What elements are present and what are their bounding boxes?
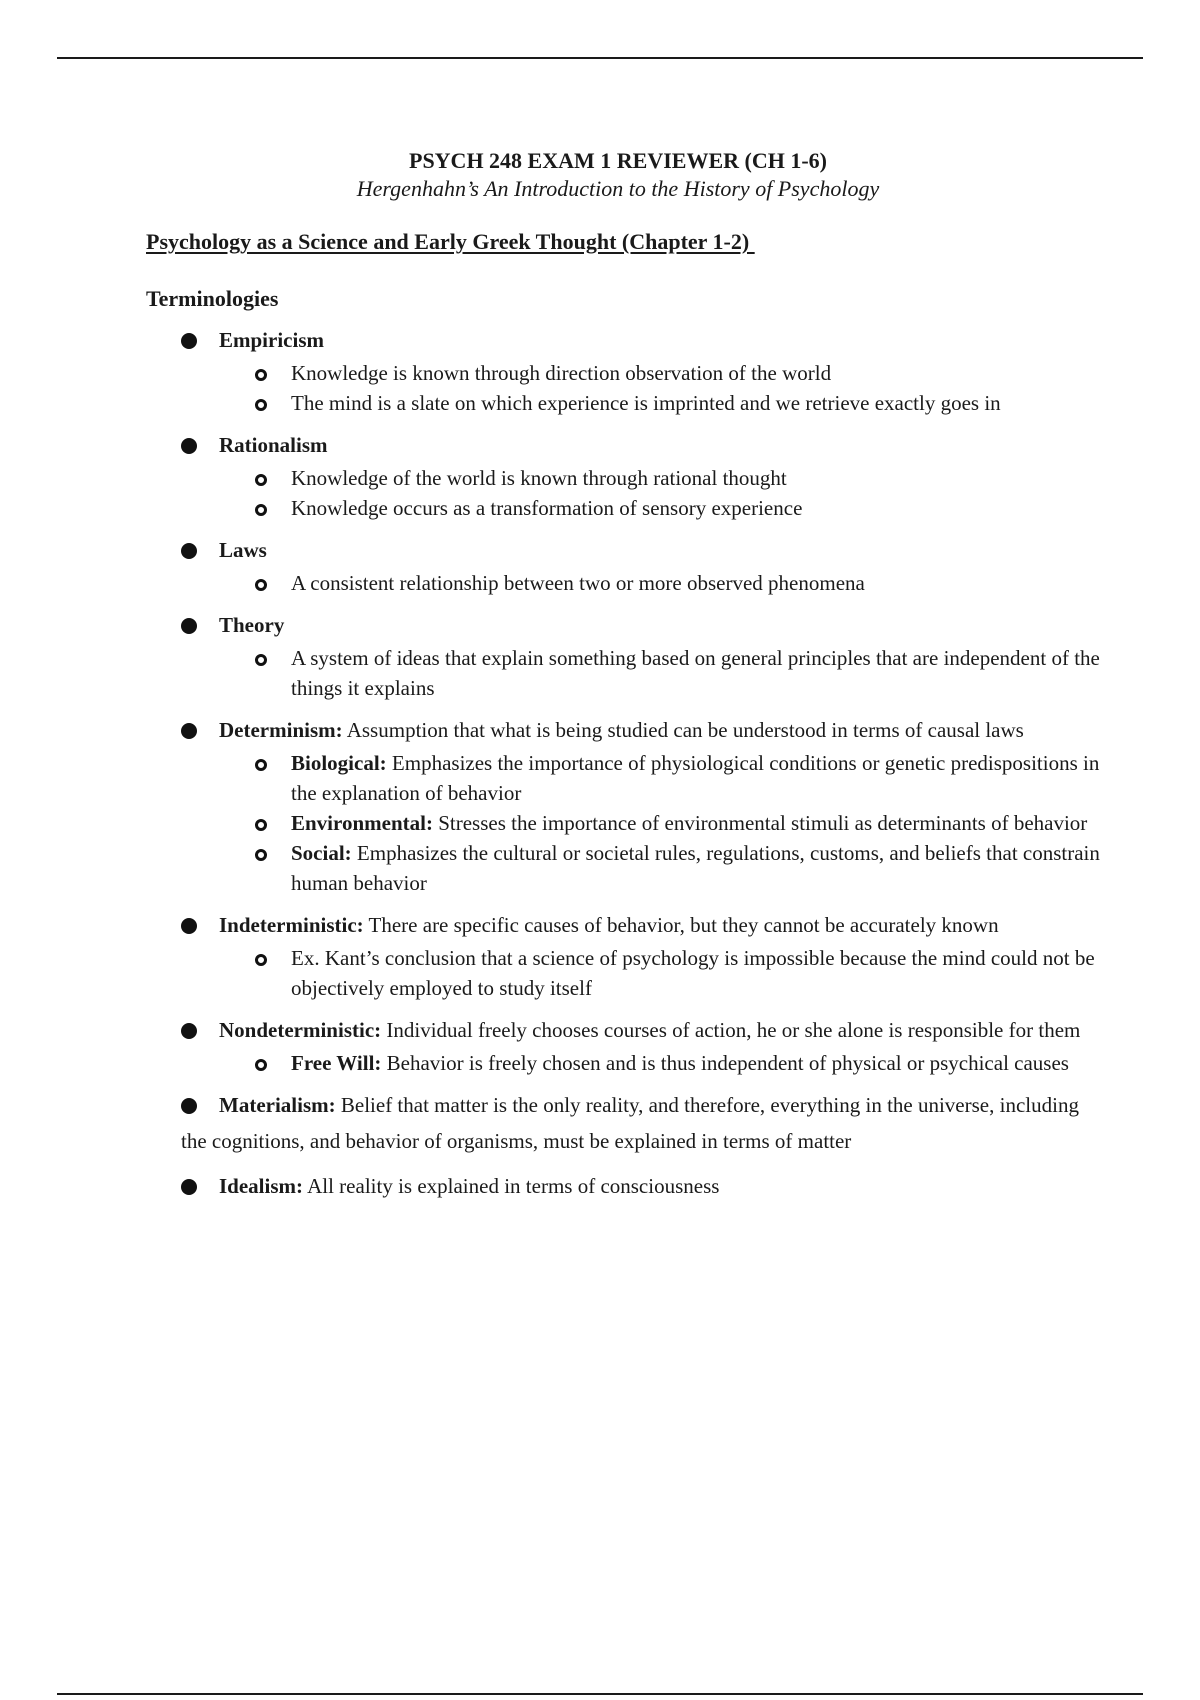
sub-list bbox=[181, 463, 1106, 523]
term-label: Theory bbox=[219, 613, 285, 637]
terminology-list bbox=[181, 322, 1106, 1213]
term-label: Laws bbox=[219, 538, 267, 562]
sub-text: Stresses the importance of environmental stimuli as determinants of behavior bbox=[438, 811, 1088, 835]
circle-bullet-icon bbox=[255, 819, 267, 831]
term-label: Materialism: bbox=[219, 1093, 336, 1117]
sub-item bbox=[219, 838, 1106, 898]
sub-text: Knowledge occurs as a transformation of sensory experience bbox=[291, 496, 803, 520]
bullet-icon bbox=[181, 543, 197, 559]
sub-text: Behavior is freely chosen and is thus independent of physical or psychical causes bbox=[386, 1051, 1069, 1075]
bullet-icon bbox=[181, 1023, 197, 1039]
term-line bbox=[181, 607, 1106, 643]
circle-bullet-icon bbox=[255, 579, 267, 591]
term-label: Determinism: bbox=[219, 718, 343, 742]
sub-text: A consistent relationship between two or more observed phenomena bbox=[291, 571, 865, 595]
sub-text: Knowledge is known through direction observation of the world bbox=[291, 361, 832, 385]
sub-item bbox=[219, 463, 1106, 493]
sub-label: Biological: bbox=[291, 751, 387, 775]
term-line bbox=[181, 532, 1106, 568]
sub-text: A system of ideas that explain something based on general principles that are independent of the things it explains bbox=[291, 646, 1100, 700]
circle-bullet-icon bbox=[255, 1059, 267, 1071]
sub-list bbox=[181, 568, 1106, 598]
term-label: Indeterministic: bbox=[219, 913, 364, 937]
term-item bbox=[181, 1087, 1106, 1159]
circle-bullet-icon bbox=[255, 474, 267, 486]
circle-bullet-icon bbox=[255, 369, 267, 381]
term-item bbox=[181, 607, 1106, 703]
circle-bullet-icon bbox=[255, 954, 267, 966]
term-line bbox=[181, 712, 1106, 748]
sub-label: Free Will: bbox=[291, 1051, 382, 1075]
term-label: Idealism: bbox=[219, 1174, 303, 1198]
term-label: Nondeterministic: bbox=[219, 1018, 382, 1042]
sub-text: Knowledge of the world is known through rational thought bbox=[291, 466, 787, 490]
sub-item bbox=[219, 358, 1106, 388]
bottom-rule bbox=[57, 1693, 1143, 1695]
term-item bbox=[181, 322, 1106, 418]
sub-item bbox=[219, 568, 1106, 598]
term-definition: There are specific causes of behavior, but they cannot be accurately known bbox=[368, 913, 999, 937]
term-item bbox=[181, 712, 1106, 898]
term-line bbox=[181, 322, 1106, 358]
bullet-icon bbox=[181, 333, 197, 349]
sub-label: Environmental: bbox=[291, 811, 433, 835]
sub-text: Emphasizes the importance of physiological conditions or genetic predispositions in the explanation of behavior bbox=[291, 751, 1100, 805]
sub-text: The mind is a slate on which experience is imprinted and we retrieve exactly goes in bbox=[291, 391, 1001, 415]
term-item bbox=[181, 1168, 1106, 1204]
section-heading: Psychology as a Science and Early Greek Thought (Chapter 1-2) bbox=[146, 229, 755, 254]
bullet-icon bbox=[181, 618, 197, 634]
bullet-icon bbox=[181, 918, 197, 934]
term-line bbox=[181, 1168, 1106, 1204]
document-title: PSYCH 248 EXAM 1 REVIEWER (CH 1-6) bbox=[409, 148, 827, 173]
term-item bbox=[181, 427, 1106, 523]
bullet-icon bbox=[181, 723, 197, 739]
term-item bbox=[181, 532, 1106, 598]
term-definition: Assumption that what is being studied can be understood in terms of causal laws bbox=[346, 718, 1024, 742]
term-definition: Belief that matter is the only reality, and therefore, everything in the universe, including the cognitions, and behavior of organisms, must be explained in terms of matter bbox=[181, 1093, 1079, 1153]
term-item bbox=[181, 907, 1106, 1003]
term-definition: Individual freely chooses courses of action, he or she alone is responsible for them bbox=[386, 1018, 1081, 1042]
sub-item bbox=[219, 388, 1106, 418]
circle-bullet-icon bbox=[255, 504, 267, 516]
top-rule bbox=[57, 57, 1143, 59]
circle-bullet-icon bbox=[255, 849, 267, 861]
circle-bullet-icon bbox=[255, 654, 267, 666]
sub-list bbox=[181, 943, 1106, 1003]
circle-bullet-icon bbox=[255, 759, 267, 771]
sub-text: Ex. Kant’s conclusion that a science of psychology is impossible because the mind could not be objectively employed to study itself bbox=[291, 946, 1095, 1000]
term-line bbox=[181, 907, 1106, 943]
sub-item bbox=[219, 808, 1106, 838]
terminologies-heading: Terminologies bbox=[146, 286, 279, 311]
bullet-icon bbox=[181, 1179, 197, 1195]
bullet-icon bbox=[181, 438, 197, 454]
circle-bullet-icon bbox=[255, 399, 267, 411]
sub-label: Social: bbox=[291, 841, 352, 865]
term-item bbox=[181, 1012, 1106, 1078]
document-subtitle: Hergenhahn’s An Introduction to the History of Psychology bbox=[356, 176, 880, 201]
term-definition: All reality is explained in terms of consciousness bbox=[307, 1174, 720, 1198]
bullet-icon bbox=[181, 1098, 197, 1114]
term-label: Rationalism bbox=[219, 433, 328, 457]
term-line bbox=[181, 427, 1106, 463]
sub-item bbox=[219, 748, 1106, 808]
sub-item bbox=[219, 643, 1106, 703]
sub-item bbox=[219, 1048, 1106, 1078]
sub-list bbox=[181, 643, 1106, 703]
term-line bbox=[181, 1012, 1106, 1048]
sub-item bbox=[219, 943, 1106, 1003]
sub-list bbox=[181, 748, 1106, 898]
sub-list bbox=[181, 358, 1106, 418]
sub-item bbox=[219, 493, 1106, 523]
term-label: Empiricism bbox=[219, 328, 324, 352]
sub-list bbox=[181, 1048, 1106, 1078]
sub-text: Emphasizes the cultural or societal rules, regulations, customs, and beliefs that constrain human behavior bbox=[291, 841, 1100, 895]
term-line bbox=[181, 1087, 1106, 1159]
